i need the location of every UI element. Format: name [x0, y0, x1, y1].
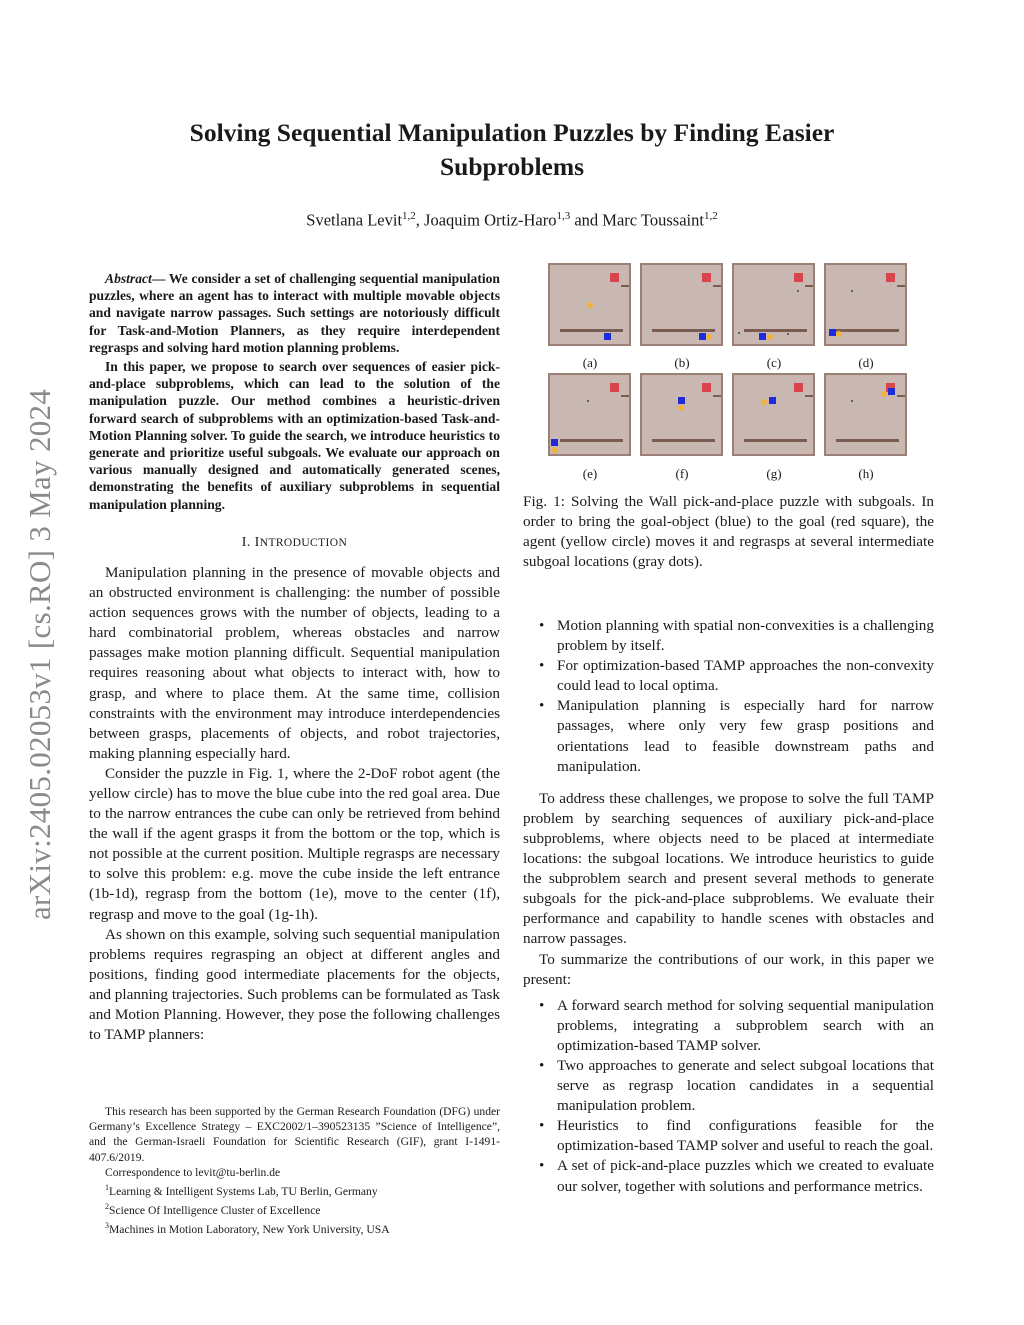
figure-panel-a [548, 263, 631, 346]
goal-square [610, 273, 619, 282]
goal-square [702, 273, 711, 282]
subgoal-dot [851, 400, 853, 402]
blue-cube [551, 439, 558, 446]
body-paragraph: Consider the puzzle in Fig. 1, where the 2-DoF robot agent (the yellow circle) has to move the blue cube into the red goal area. Due to the narrow entrances the cube can only be retrieved from behind the wall if the agent grasps it from the bottom or the top, which is not possible at the current position. Multiple regrasps are necessary to solve this problem: e.g. move the cube inside the left entrance (1b-1d), regrasp from the bottom (1e), move to the center (1f), regrasp and move to the goal (1g-1h). [89, 764, 500, 923]
panel-label: (a) [582, 355, 598, 370]
funding-note: This research has been supported by the German Research Foundation (DFG) under Germany’s Excellence Strategy – EXC2002/1–390523135 ”Science of Intelligence”, and the German-Israeli Foundation for Scientific Research (GIF), grant I-1491-407.6/2019. [89, 1105, 500, 1164]
yellow-agent [587, 302, 593, 308]
figure-panel-g [732, 373, 815, 456]
goal-square [886, 273, 895, 282]
affiliation-text: Learning & Intelligent Systems Lab, TU Berlin, Germany [109, 1184, 378, 1198]
affiliation-marker: 1,2 [703, 210, 718, 222]
figure-panel-b [640, 263, 723, 346]
figure-caption: Fig. 1: Solving the Wall pick-and-place puzzle with subgoals. In order to bring the goal-object (blue) to the goal (red square), the agent (yellow circle) moves it and regrasps at several intermediate subgoal locations (gray dots). [523, 493, 934, 571]
affiliation-note [89, 1180, 500, 1199]
body-paragraph: To summarize the contributions of our work, in this paper we present: [523, 950, 934, 988]
panel-label: (g) [766, 466, 782, 481]
blue-cube [759, 333, 766, 340]
figure-panel-f [640, 373, 723, 456]
author-separator: and [570, 210, 603, 230]
subgoal-dot [851, 290, 853, 292]
wall [652, 329, 715, 332]
wall [836, 329, 899, 332]
affiliation-text: Science Of Intelligence Cluster of Excellence [109, 1203, 321, 1217]
author-name: Joaquim Ortiz-Haro [424, 210, 557, 230]
list-item: • For optimization-based TAMP approaches the non-convexity could lead to local optima. [523, 656, 934, 696]
wall [836, 439, 899, 442]
correspondence-note: Correspondence to levit@tu-berlin.de [105, 1165, 281, 1179]
affiliation-mark: 1 [105, 1183, 109, 1193]
wall-segment [897, 285, 905, 287]
section-title-rest: NTRODUCTION [259, 536, 348, 549]
goal-square [794, 273, 803, 282]
right-column [523, 616, 934, 1197]
affiliation-note [89, 1218, 500, 1237]
affiliation-note [89, 1199, 500, 1218]
panel-label: (b) [674, 355, 690, 370]
wall [652, 439, 715, 442]
section-title-initial: I [254, 534, 260, 550]
yellow-agent [706, 334, 712, 340]
wall-segment [805, 285, 813, 287]
figure-panel-e [548, 373, 631, 456]
wall [744, 329, 807, 332]
goal-square [610, 383, 619, 392]
panel-label: (h) [858, 466, 874, 481]
blue-cube [829, 329, 836, 336]
wall [560, 329, 623, 332]
list-item: • Manipulation planning is especially hard for narrow passages, where only very few grasp positions and orientations lead to feasible downstream paths and manipulation. [523, 696, 934, 776]
yellow-agent [767, 334, 773, 340]
left-column [89, 270, 500, 1045]
affiliation-marker: 1,3 [556, 210, 571, 222]
figure-panel-h [824, 373, 907, 456]
figure-panel-c [732, 263, 815, 346]
subgoal-dot [587, 400, 589, 402]
panel-label: (f) [675, 466, 689, 481]
wall-segment [713, 395, 721, 397]
wall-segment [621, 285, 629, 287]
goal-square [702, 383, 711, 392]
affiliation-marker: 1,2 [402, 210, 416, 222]
section-heading [89, 533, 500, 553]
abstract-dash: — [151, 271, 169, 286]
wall-segment [713, 285, 721, 287]
list-item: • A set of pick-and-place puzzles which we created to evaluate our solver, together with solutions and performance metrics. [523, 1156, 934, 1196]
footnotes [89, 1104, 500, 1237]
author-name: Svetlana Levit [306, 210, 403, 230]
subgoal-dot [787, 333, 789, 335]
wall-segment [897, 395, 905, 397]
yellow-agent [678, 405, 684, 411]
list-item: • Two approaches to generate and select subgoal locations that serve as regrasp location candidates in a sequential manipulation problem. [523, 1056, 934, 1116]
affiliation-mark: 3 [105, 1221, 109, 1231]
abstract-text: We consider a set of challenging sequential manipulation puzzles, where an agent has to interact with multiple movable objects and navigate narrow passages. Such settings are notoriously difficult for Task-and-Motion Planners, as they require interdependent regrasps and solving hard motion planning problems. [89, 271, 500, 355]
body-paragraph: As shown on this example, solving such sequential manipulation problems requires regrasping an object at different angles and positions, finding good intermediate placements for the objects, and planning trajectories. Such problems can be formulated as Task and Motion Planning. However, they pose the following challenges to TAMP planners: [89, 925, 500, 1044]
panel-label: (e) [582, 466, 598, 481]
affiliation-mark: 2 [105, 1202, 109, 1212]
affiliation-text: Machines in Motion Laboratory, New York University, USA [109, 1223, 390, 1236]
blue-cube [678, 397, 685, 404]
panel-label: (d) [858, 355, 874, 370]
subgoal-dot [738, 332, 740, 334]
blue-cube [699, 333, 706, 340]
list-item: • Heuristics to find configurations feasible for the optimization-based TAMP solver and useful to reach the goal. [523, 1116, 934, 1156]
body-paragraph: Manipulation planning in the presence of movable objects and an obstructed environment is challenging: the number of possible action sequences grows with the number of objects, leading to a hard combinatorial problem, whereas obstacles and narrow passages make motion planning difficult. Sequential manipulation requires reasoning about what objects to interact with, how to grasp, and where to place them. At the same time, collision constraints with the environment may introduce interdependencies between grasps, placements of objects, and robot trajectories, making planning especially hard. [89, 563, 500, 762]
challenges-list [523, 616, 934, 777]
figure-panel-d [824, 263, 907, 346]
yellow-agent [881, 391, 887, 397]
list-item: • A forward search method for solving sequential manipulation problems, integrating a subproblem search with an optimization-based TAMP solver. [523, 996, 934, 1056]
author-name: Marc Toussaint [602, 210, 704, 230]
wall [560, 439, 623, 442]
abstract-paragraph: In this paper, we propose to search over sequences of easier pick-and-place subproblems, which can lead to the solution of the manipulation puzzle. Our method combines a heuristic-driven forward search of subproblems with an optimization-based Task-and-Motion Planning solver. To guide the search, we introduce heuristics to generate and prioritize useful subgoals. We evaluate our approach on various manually designed and automatically generated scenes, demonstrating the benefits of auxiliary subproblems in sequential manipulation planning. [89, 359, 500, 512]
yellow-agent [552, 447, 558, 453]
author-list [120, 210, 904, 231]
blue-cube [604, 333, 611, 340]
yellow-agent [836, 331, 842, 337]
paper-title: Solving Sequential Manipulation Puzzles by Finding Easier Subproblems [189, 118, 835, 181]
list-item: • Motion planning with spatial non-convexities is a challenging problem by itself. [523, 616, 934, 656]
wall-segment [805, 395, 813, 397]
blue-cube [769, 397, 776, 404]
section-number: I. [241, 534, 251, 550]
arxiv-identifier: arXiv:2405.02053v1 [cs.RO] 3 May 2024 [22, 388, 57, 920]
abstract-paragraph [89, 270, 500, 356]
yellow-agent [761, 399, 767, 405]
blue-cube [888, 388, 895, 395]
contributions-list [523, 996, 934, 1197]
subgoal-dot [797, 290, 799, 292]
wall [744, 439, 807, 442]
goal-square [794, 383, 803, 392]
author-separator: , [415, 210, 425, 230]
wall-segment [621, 395, 629, 397]
body-paragraph: To address these challenges, we propose to solve the full TAMP problem by searching sequences of auxiliary pick-and-place subproblems, where objects need to be placed at intermediate locations: the subgoal locations. We introduce heuristics to guide the subproblem search and present several methods to generate subgoals for the pick-and-place subproblems. We evaluate their performance and capability to handle scenes with obstacles and narrow passages. [523, 789, 934, 948]
abstract-label: Abstract [105, 271, 152, 286]
panel-label: (c) [766, 355, 782, 370]
